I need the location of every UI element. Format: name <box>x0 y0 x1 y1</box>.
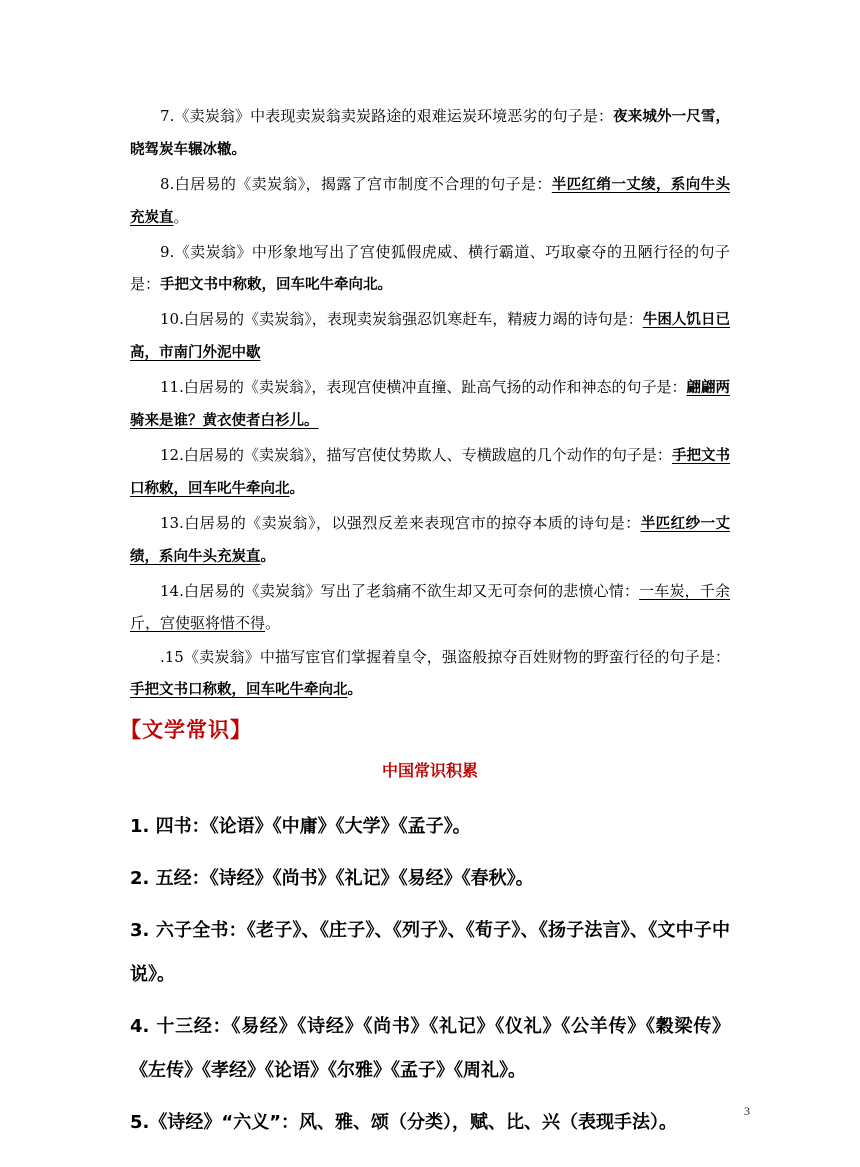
question-item-13 <box>130 507 730 573</box>
answer-text: 一车炭，千余斤，宫使驱将惜不得 <box>130 582 730 632</box>
question-text: 9.《卖炭翁》中形象地写出了宫使狐假虎威、横行霸道、巧取豪夺的丑陋行径的句子是： <box>130 243 730 293</box>
question-item-8 <box>130 168 730 234</box>
answer-text: 夜来城外一尺雪，晓驾炭车辗冰辙。 <box>130 109 730 158</box>
question-text: 12.白居易的《卖炭翁》，描写宫使仗势欺人、专横跋扈的几个动作的句子是： <box>160 446 672 464</box>
page-number: 3 <box>744 1104 750 1118</box>
answer-text: 手把文书中称敕，回车叱牛牵向北。 <box>160 277 393 293</box>
answer-text: 牛困人饥日已高，市南门外泥中歇 <box>130 312 731 361</box>
answer-tail: 。 <box>347 682 362 698</box>
question-item-9 <box>130 236 730 301</box>
answer-tail: 。 <box>265 614 281 632</box>
answer-text: 半匹红绡一丈绫，系向牛头充炭直 <box>130 177 730 226</box>
question-text: 10.白居易的《卖炭翁》，表现卖炭翁强忍饥寒赶车，精疲力竭的诗句是： <box>160 310 643 328</box>
answer-tail: 。 <box>289 481 304 497</box>
question-item-14 <box>130 575 730 639</box>
answer-tail: 。 <box>260 549 275 565</box>
question-text: 13.白居易的《卖炭翁》，以强烈反差来表现宫市的掠夺本质的诗句是： <box>160 514 641 532</box>
knowledge-item-4: 4. 十三经：《易经》《诗经》《尚书》《礼记》《仪礼》《公羊传》《穀梁传》《左传》《孝经》《论语》《尔雅》《孟子》《周礼》。 <box>130 1016 730 1081</box>
sub-heading: 中国常识积累 <box>381 761 478 780</box>
question-item-15 <box>130 641 730 706</box>
page-content <box>120 100 731 1153</box>
knowledge-item-2: 2. 五经：《诗经》《尚书》《礼记》《易经》《春秋》。 <box>130 868 534 889</box>
question-text: 11.白居易的《卖炭翁》，表现宫使横冲直撞、趾高气扬的动作和神态的句子是： <box>160 378 687 396</box>
answer-text: 手把文书口称敕，回车叱牛牵向北 <box>130 448 731 497</box>
knowledge-item-3: 3. 六子全书：《老子》、《庄子》、《列子》、《荀子》、《扬子法言》、《文中子中说》。 <box>130 920 730 985</box>
question-text: 8.白居易的《卖炭翁》，揭露了宫市制度不合理的句子是： <box>160 175 552 193</box>
question-text: 14.白居易的《卖炭翁》写出了老翁痛不欲生却又无可奈何的悲愤心情： <box>160 582 640 600</box>
question-text: .15《卖炭翁》中描写宦官们掌握着皇令，强盗般掠夺百姓财物的野蛮行径的句子是： <box>160 648 730 666</box>
answer-text: 手把文书口称敕，回车叱牛牵向北 <box>130 682 348 698</box>
knowledge-item-5: 5.《诗经》“六义”：风、雅、颂（分类），赋、比、兴（表现手法）。 <box>130 1112 678 1133</box>
section-heading: 【文学常识】 <box>120 718 252 742</box>
question-item-7 <box>130 100 730 166</box>
question-item-12 <box>130 439 730 505</box>
answer-tail: 。 <box>173 208 189 226</box>
answer-text: 半匹红纱一丈绩，系向牛头充炭直 <box>130 516 730 565</box>
knowledge-item-1: 1. 四书：《论语》《中庸》《大学》《孟子》。 <box>130 816 471 837</box>
question-item-11 <box>130 371 730 437</box>
question-text: 7.《卖炭翁》中表现卖炭翁卖炭路途的艰难运炭环境恶劣的句子是： <box>160 107 614 125</box>
answer-text: 翩翩两骑来是谁？黄衣使者白衫儿。 <box>130 380 731 429</box>
question-item-10 <box>130 303 730 369</box>
